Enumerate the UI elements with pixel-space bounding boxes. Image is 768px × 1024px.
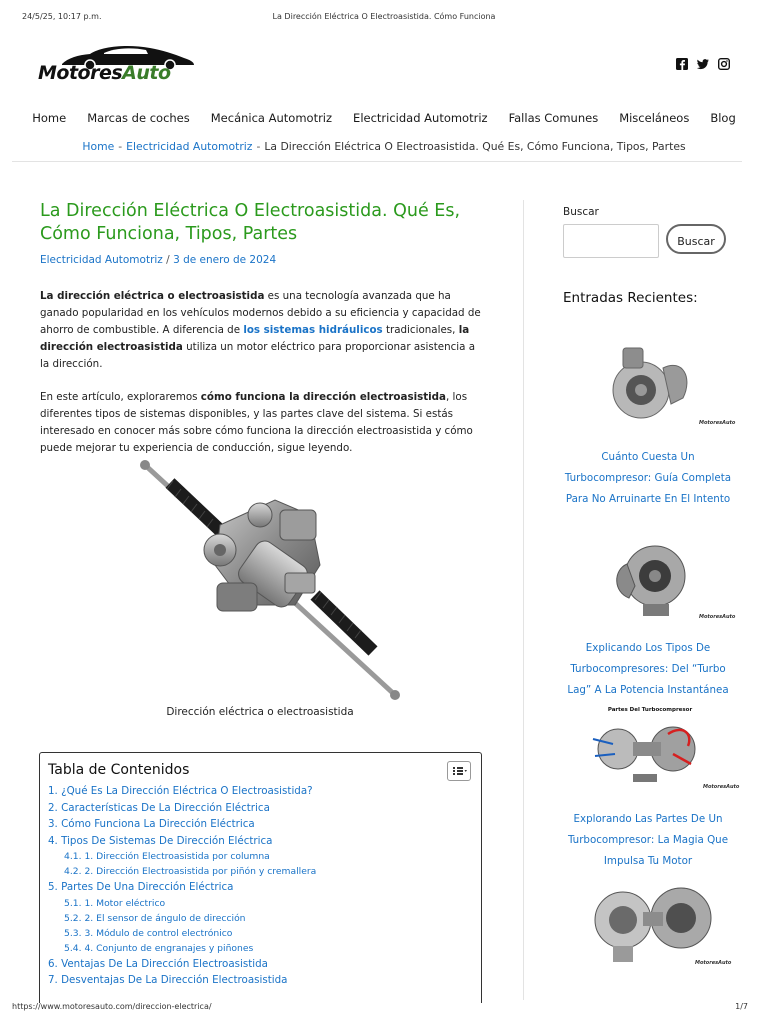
figure-caption: Dirección eléctrica o electroasistida <box>166 706 354 718</box>
toc-item[interactable]: 5.2. 2. El sensor de ángulo de dirección <box>64 912 246 924</box>
recent-post-link-2[interactable]: Explicando Los Tipos De Turbocompresores: Del “Turbo Lag” A La Potencia Instantánea <box>567 642 729 696</box>
toc-list <box>48 783 468 989</box>
table-of-contents <box>39 752 482 1003</box>
print-date: 24/5/25, 10:17 p.m. <box>22 12 102 21</box>
main-nav <box>0 111 768 125</box>
recent-posts-heading: Entradas Recientes: <box>563 290 698 306</box>
article-date: 3 de enero de 2024 <box>173 254 277 266</box>
second-paragraph <box>40 389 482 457</box>
breadcrumb-home[interactable]: Home <box>82 140 115 153</box>
breadcrumb-separator: - <box>256 140 261 153</box>
breadcrumb <box>0 140 768 153</box>
p2-text-2: , los diferentes tipos de sistemas disponibles, y las partes clave del sistema. Si estás interesado en conocer más sobre cómo funciona la dirección electroasistida y cómo puede mejorar tu experiencia de conducción, sigue leyendo. <box>40 391 473 454</box>
p2-bold-1: cómo funciona la dirección electroasistida <box>200 391 447 403</box>
hydraulic-systems-link[interactable]: los sistemas hidráulicos <box>243 324 383 336</box>
toc-toggle-button[interactable] <box>447 761 471 781</box>
nav-item-electricidad[interactable]: Electricidad Automotriz <box>353 111 488 125</box>
twitter-icon[interactable] <box>697 58 709 70</box>
toc-item[interactable]: 5.4. 4. Conjunto de engranajes y piñones <box>64 942 254 954</box>
logo-text <box>38 62 171 84</box>
meta-separator: / <box>166 254 170 266</box>
toc-item[interactable]: 5.3. 3. Módulo de control electrónico <box>64 927 233 939</box>
article-title: La Dirección Eléctrica O Electroasistida. Qué Es, Cómo Funciona, Tipos, Partes <box>40 201 461 244</box>
turbocharger-thumbnail-2[interactable] <box>583 534 736 622</box>
nav-item-fallas[interactable]: Fallas Comunes <box>508 111 599 125</box>
thumbnail-watermark: MotoresAuto <box>695 960 732 966</box>
toc-item[interactable]: 2. Características De La Dirección Eléctrica <box>48 801 270 814</box>
site-logo[interactable] <box>38 38 228 90</box>
article-category-link[interactable]: Electricidad Automotriz <box>40 254 163 266</box>
header-divider <box>12 161 742 162</box>
search-label: Buscar <box>563 206 599 218</box>
logo-text-a: Motores <box>38 62 123 84</box>
turbocharger-parts-diagram-thumbnail[interactable] <box>573 704 740 792</box>
article-meta <box>40 254 482 266</box>
nav-item-mecanica[interactable]: Mecánica Automotriz <box>210 111 333 125</box>
diagram-title: Partes Del Turbocompresor <box>607 707 693 713</box>
thumbnail-watermark: MotoresAuto <box>703 784 740 790</box>
p2-text-1: En este artículo, exploraremos <box>40 391 201 403</box>
toc-item[interactable]: 3. Cómo Funciona La Dirección Eléctrica <box>48 818 255 830</box>
intro-text-3: utiliza un motor eléctrico para proporcionar asistencia a la dirección. <box>40 341 476 370</box>
turbocharger-cutaway-thumbnail[interactable] <box>583 872 732 968</box>
print-url: https://www.motoresauto.com/direccion-electrica/ <box>12 1002 212 1011</box>
search-button[interactable]: Buscar <box>666 224 726 254</box>
thumbnail-watermark: MotoresAuto <box>699 614 736 620</box>
intro-text-1: es una tecnología avanzada que ha ganado popularidad en los vehículos modernos debido a su eficiencia y capacidad de ahorro de combustible. A diferencia de <box>40 290 481 336</box>
recent-post-link-1[interactable]: Cuánto Cuesta Un Turbocompresor: Guía Completa Para No Arruinarte En El Intento <box>564 451 732 505</box>
intro-bold-1: La dirección eléctrica o electroasistida <box>40 290 265 302</box>
toc-item[interactable]: 6. Ventajas De La Dirección Electroasistida <box>48 957 268 970</box>
toc-title: Tabla de Contenidos <box>48 762 190 778</box>
toc-item[interactable]: 4. Tipos De Sistemas De Dirección Eléctrica <box>48 834 273 847</box>
nav-item-home[interactable]: Home <box>32 111 67 125</box>
sidebar-divider <box>523 200 524 1000</box>
toc-item[interactable]: 5.1. 1. Motor eléctrico <box>64 897 166 909</box>
breadcrumb-current: La Dirección Eléctrica O Electroasistida. Qué Es, Cómo Funciona, Tipos, Partes <box>264 140 686 153</box>
article <box>40 200 482 457</box>
intro-text-2: tradicionales, <box>382 324 459 336</box>
list-toggle-icon <box>448 762 470 780</box>
instagram-icon[interactable] <box>718 58 730 70</box>
nav-item-marcas[interactable]: Marcas de coches <box>87 111 190 125</box>
intro-paragraph <box>40 288 482 373</box>
breadcrumb-category[interactable]: Electricidad Automotriz <box>126 140 253 153</box>
toc-item[interactable]: 4.1. 1. Dirección Electroasistida por columna <box>64 851 270 862</box>
print-page-number: 1/7 <box>735 1002 748 1011</box>
print-title: La Dirección Eléctrica O Electroasistida. Cómo Funciona <box>272 12 496 21</box>
social-links <box>676 58 730 70</box>
electric-steering-rack-image <box>125 455 420 705</box>
logo-text-b: Auto <box>122 62 171 84</box>
toc-item[interactable]: 7. Desventajas De La Dirección Electroasistida <box>48 974 288 986</box>
nav-item-miscelaneos[interactable]: Misceláneos <box>619 111 690 125</box>
turbocharger-thumbnail-1[interactable] <box>583 338 736 430</box>
toc-item[interactable]: 1. ¿Qué Es La Dirección Eléctrica O Electroasistida? <box>48 785 313 797</box>
toc-item[interactable]: 5. Partes De Una Dirección Eléctrica <box>48 881 234 893</box>
intro-bold-2: la dirección electroasistida <box>40 324 470 353</box>
toc-item[interactable]: 4.2. 2. Dirección Electroasistida por piñón y cremallera <box>64 866 317 877</box>
facebook-icon[interactable] <box>676 58 688 70</box>
search-input[interactable] <box>563 224 659 258</box>
thumbnail-watermark: MotoresAuto <box>699 420 736 426</box>
recent-post-link-3[interactable]: Explorando Las Partes De Un Turbocompresor: La Magia Que Impulsa Tu Motor <box>567 813 729 867</box>
nav-item-blog[interactable]: Blog <box>710 111 736 125</box>
breadcrumb-separator: - <box>118 140 123 153</box>
